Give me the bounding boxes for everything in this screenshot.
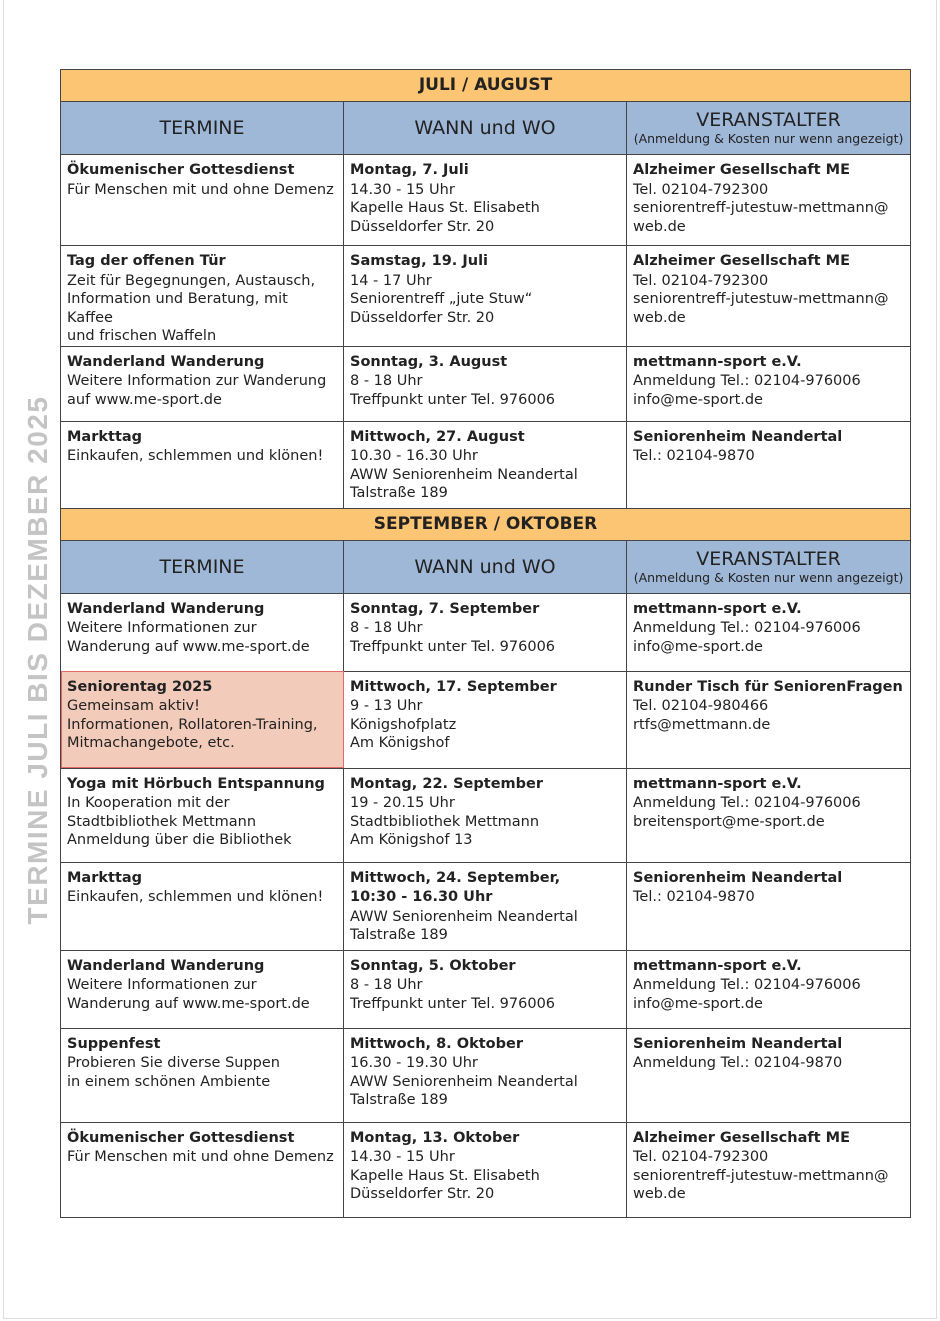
cell-line: Seniorentreff „jute Stuw“: [350, 291, 533, 307]
cell-line: info@me-sport.de: [633, 391, 763, 408]
cell-termine: [61, 593, 344, 671]
header-row: [61, 540, 911, 593]
cell-heading: Ökumenischer Gottesdienst: [67, 162, 295, 178]
section-title: SEPTEMBER / OKTOBER: [61, 508, 911, 540]
cell-heading: Tag der offenen Tür: [67, 253, 226, 269]
cell-line: Anmeldung über die Bibliothek: [67, 832, 292, 848]
header-wann-und-wo: WANN und WO: [344, 102, 627, 155]
cell-termine: [61, 1122, 344, 1217]
cell-wann-und-wo: [344, 671, 627, 768]
cell-line: info@me-sport.de: [633, 638, 763, 655]
cell-termine: [61, 671, 344, 768]
cell-line: Tel. 02104-792300: [633, 181, 769, 198]
cell-line: und frischen Waffeln: [67, 328, 217, 344]
cell-line: Am Königshof 13: [350, 832, 473, 848]
cell-termine: [61, 950, 344, 1028]
cell-line: 9 - 13 Uhr: [350, 698, 423, 714]
event-row: [61, 768, 911, 862]
cell-line: in einem schönen Ambiente: [67, 1073, 271, 1090]
cell-line: Stadtbibliothek Mettmann: [67, 813, 257, 830]
cell-heading: Montag, 22. September: [350, 775, 543, 792]
cell-line: 19 - 20.15 Uhr: [350, 795, 455, 811]
cell-line: Wanderung auf www.me-sport.de: [67, 995, 310, 1012]
cell-termine: [61, 768, 344, 862]
cell-heading: Seniorenheim Neandertal: [633, 428, 843, 445]
cell-veranstalter: [627, 671, 911, 768]
cell-heading: Wanderland Wanderung: [67, 600, 265, 617]
cell-veranstalter: [627, 862, 911, 950]
event-row: [61, 346, 911, 421]
cell-heading: mettmann-sport e.V.: [633, 957, 802, 974]
cell-heading: Ökumenischer Gottesdienst: [67, 1129, 295, 1146]
cell-wann-und-wo: [344, 421, 627, 508]
cell-line: Tel.: 02104-9870: [633, 448, 755, 464]
cell-line: 8 - 18 Uhr: [350, 373, 423, 389]
cell-heading: Samstag, 19. Juli: [350, 253, 489, 269]
cell-line: Talstraße 189: [350, 927, 448, 943]
cell-heading: mettmann-sport e.V.: [633, 775, 802, 792]
events-table: [60, 69, 911, 1218]
cell-heading: mettmann-sport e.V.: [633, 353, 802, 370]
cell-line: web.de: [633, 309, 686, 326]
header-wann-und-wo: WANN und WO: [344, 540, 627, 593]
cell-wann-und-wo: [344, 862, 627, 950]
cell-line: Kapelle Haus St. Elisabeth: [350, 1167, 540, 1184]
cell-line: Treffpunkt unter Tel. 976006: [350, 638, 556, 655]
cell-heading: Mittwoch, 27. August: [350, 428, 525, 445]
cell-line: Düsseldorfer Str. 20: [350, 1186, 495, 1202]
cell-line: Königshofplatz: [350, 716, 457, 733]
cell-line: Tel.: 02104-9870: [633, 889, 755, 905]
cell-heading: Markttag: [67, 869, 143, 886]
cell-line: Probieren Sie diverse Suppen: [67, 1055, 280, 1071]
cell-line: AWW Seniorenheim Neandertal: [350, 466, 578, 483]
cell-termine: [61, 246, 344, 347]
cell-line: Treffpunkt unter Tel. 976006: [350, 391, 556, 408]
cell-line: 14 - 17 Uhr: [350, 272, 432, 289]
cell-termine: [61, 1028, 344, 1122]
cell-heading: Alzheimer Gesellschaft ME: [633, 162, 850, 178]
cell-line: 14.30 - 15 Uhr: [350, 181, 455, 198]
cell-line: Weitere Informationen zur: [67, 620, 257, 636]
event-row: [61, 246, 911, 347]
cell-termine: [61, 421, 344, 508]
cell-line: 8 - 18 Uhr: [350, 620, 423, 636]
cell-veranstalter: [627, 346, 911, 421]
cell-line: Stadtbibliothek Mettmann: [350, 813, 540, 830]
cell-line: Tel. 02104-792300: [633, 1149, 769, 1165]
cell-line: Anmeldung Tel.: 02104-976006: [633, 373, 861, 389]
cell-heading: Sonntag, 7. September: [350, 600, 540, 617]
cell-line: Anmeldung Tel.: 02104-976006: [633, 977, 861, 993]
cell-heading: Mittwoch, 17. September: [350, 678, 557, 695]
cell-line: In Kooperation mit der: [67, 795, 230, 811]
cell-line: web.de: [633, 218, 686, 235]
event-row: [61, 1028, 911, 1122]
cell-heading: Wanderland Wanderung: [67, 353, 265, 370]
cell-heading: Montag, 13. Oktober: [350, 1129, 520, 1146]
cell-termine: [61, 346, 344, 421]
cell-heading: Sonntag, 3. August: [350, 353, 508, 370]
cell-line: Einkaufen, schlemmen und klönen!: [67, 448, 324, 464]
event-row: [61, 155, 911, 246]
header-veranstalter: [627, 540, 911, 593]
cell-heading: Alzheimer Gesellschaft ME: [633, 253, 850, 269]
cell-line: Weitere Information zur Wanderung: [67, 373, 327, 389]
cell-veranstalter: [627, 155, 911, 246]
cell-wann-und-wo: [344, 346, 627, 421]
cell-veranstalter: [627, 421, 911, 508]
cell-line: rtfs@mettmann.de: [633, 716, 771, 733]
cell-line: Information und Beratung, mit Kaffee: [67, 291, 288, 326]
header-veranstalter-note: (Anmeldung & Kosten nur wenn angezeigt): [633, 131, 904, 146]
cell-line: Düsseldorfer Str. 20: [350, 218, 495, 235]
cell-line: Weitere Informationen zur: [67, 977, 257, 993]
cell-wann-und-wo: [344, 1028, 627, 1122]
side-title: TERMINE JULI BIS DEZEMBER 2025: [22, 395, 53, 925]
cell-heading: Montag, 7. Juli: [350, 162, 469, 178]
cell-line: breitensport@me-sport.de: [633, 813, 825, 830]
header-veranstalter: [627, 102, 911, 155]
cell-line: Informationen, Rollatoren-Training,: [67, 716, 318, 733]
cell-line: Anmeldung Tel.: 02104-976006: [633, 620, 861, 636]
event-row: [61, 593, 911, 671]
cell-heading: Wanderland Wanderung: [67, 957, 265, 974]
cell-line: Für Menschen mit und ohne Demenz: [67, 1149, 334, 1165]
cell-heading: Mittwoch, 8. Oktober: [350, 1035, 523, 1052]
cell-line: Kapelle Haus St. Elisabeth: [350, 200, 540, 216]
cell-heading: mettmann-sport e.V.: [633, 600, 802, 617]
cell-heading: Seniorenheim Neandertal: [633, 1035, 843, 1052]
cell-heading: Seniorenheim Neandertal: [633, 869, 843, 886]
cell-line: AWW Seniorenheim Neandertal: [350, 908, 578, 925]
cell-line: Tel. 02104-792300: [633, 272, 769, 289]
cell-line: 8 - 18 Uhr: [350, 977, 423, 993]
cell-heading: Seniorentag 2025: [67, 678, 213, 695]
cell-line: Talstraße 189: [350, 1092, 448, 1108]
header-termine: TERMINE: [61, 540, 344, 593]
cell-heading: Alzheimer Gesellschaft ME: [633, 1129, 850, 1146]
header-veranstalter-title: VERANSTALTER: [696, 547, 841, 570]
cell-line: AWW Seniorenheim Neandertal: [350, 1073, 578, 1090]
cell-line: 14.30 - 15 Uhr: [350, 1149, 455, 1165]
cell-line: Gemeinsam aktiv!: [67, 698, 200, 714]
cell-line: Einkaufen, schlemmen und klönen!: [67, 889, 324, 905]
cell-line: Mitmachangebote, etc.: [67, 735, 235, 751]
cell-line: Für Menschen mit und ohne Demenz: [67, 181, 334, 198]
cell-heading: Mittwoch, 24. September,: [350, 869, 561, 886]
cell-line: Anmeldung Tel.: 02104-976006: [633, 795, 861, 811]
cell-heading: Markttag: [67, 428, 143, 445]
event-row: [61, 1122, 911, 1217]
event-row: [61, 421, 911, 508]
cell-line: seniorentreff-jutestuw-mettmann@: [633, 291, 889, 307]
section-title: JULI / AUGUST: [61, 70, 911, 102]
event-row: [61, 671, 911, 768]
cell-line: 10.30 - 16.30 Uhr: [350, 448, 478, 464]
cell-line: Am Königshof: [350, 735, 450, 751]
cell-heading: Yoga mit Hörbuch Entspannung: [67, 775, 325, 792]
cell-veranstalter: [627, 950, 911, 1028]
cell-wann-und-wo: [344, 950, 627, 1028]
cell-heading: 10:30 - 16.30 Uhr: [350, 889, 493, 905]
header-termine: TERMINE: [61, 102, 344, 155]
header-row: [61, 102, 911, 155]
cell-line: Wanderung auf www.me-sport.de: [67, 638, 310, 655]
cell-line: Zeit für Begegnungen, Austausch,: [67, 272, 316, 289]
cell-line: Treffpunkt unter Tel. 976006: [350, 995, 556, 1012]
cell-line: Düsseldorfer Str. 20: [350, 309, 495, 326]
event-row: [61, 950, 911, 1028]
cell-veranstalter: [627, 768, 911, 862]
cell-wann-und-wo: [344, 768, 627, 862]
event-row: [61, 862, 911, 950]
cell-termine: [61, 862, 344, 950]
cell-veranstalter: [627, 246, 911, 347]
cell-line: web.de: [633, 1186, 686, 1202]
cell-veranstalter: [627, 593, 911, 671]
header-veranstalter-title: VERANSTALTER: [696, 109, 841, 131]
header-veranstalter-note: (Anmeldung & Kosten nur wenn angezeigt): [633, 569, 904, 585]
cell-veranstalter: [627, 1122, 911, 1217]
cell-heading: Sonntag, 5. Oktober: [350, 957, 516, 974]
cell-heading: Runder Tisch für SeniorenFragen: [633, 678, 903, 695]
cell-line: info@me-sport.de: [633, 995, 763, 1012]
cell-line: Talstraße 189: [350, 485, 448, 501]
cell-wann-und-wo: [344, 246, 627, 347]
cell-wann-und-wo: [344, 593, 627, 671]
cell-line: Tel. 02104-980466: [633, 698, 769, 714]
cell-veranstalter: [627, 1028, 911, 1122]
cell-heading: Suppenfest: [67, 1035, 161, 1052]
section-row: [61, 70, 911, 102]
cell-wann-und-wo: [344, 155, 627, 246]
cell-wann-und-wo: [344, 1122, 627, 1217]
cell-line: seniorentreff-jutestuw-mettmann@: [633, 200, 889, 216]
cell-line: seniorentreff-jutestuw-mettmann@: [633, 1167, 889, 1184]
section-row: [61, 508, 911, 540]
cell-line: auf www.me-sport.de: [67, 391, 222, 408]
cell-line: Anmeldung Tel.: 02104-9870: [633, 1055, 843, 1071]
cell-line: 16.30 - 19.30 Uhr: [350, 1055, 478, 1071]
cell-termine: [61, 155, 344, 246]
